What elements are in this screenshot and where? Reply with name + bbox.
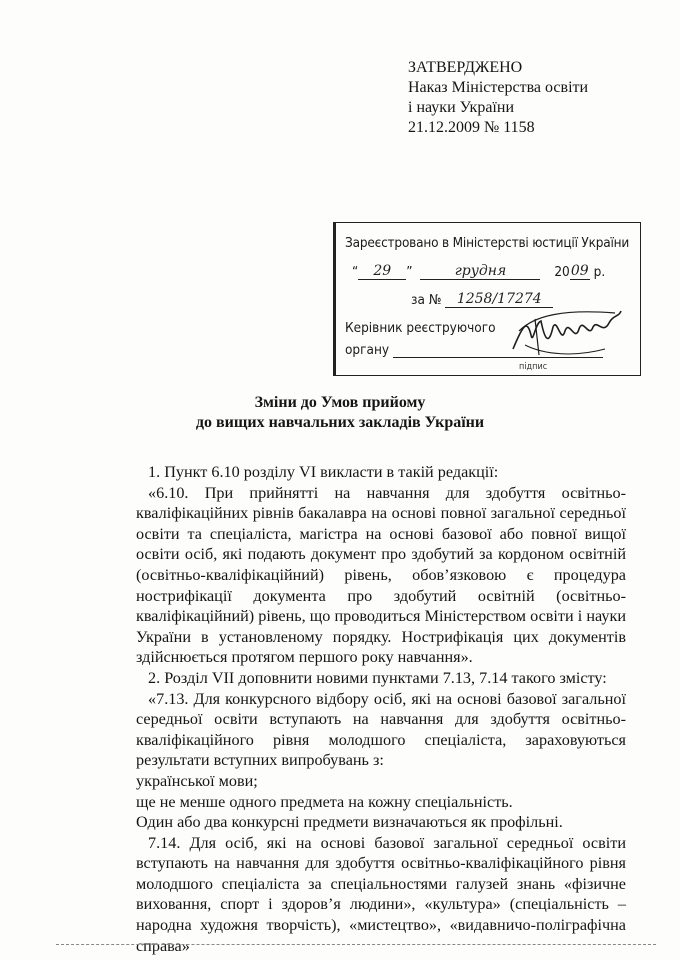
document-body [136,462,626,956]
approval-date-number: 21.12.2009 № 1158 [408,119,535,136]
stamp-head-label: Керівник реєструючого [345,320,496,336]
stamp-date-row [352,263,637,283]
handwritten-signature [505,305,625,365]
paragraph-item-2: 2. Розділ VII доповнити новими пунктами 7.13, 7.14 такого змісту: [148,668,607,687]
stamp-year-unit: р. [593,264,606,280]
paragraph-item-1: 1. Пункт 6.10 розділу VI викласти в такій редакції: [148,463,499,481]
paragraph-7-13: «7.13. Для конкурсного відбору осіб, які на основі базової загальної середньої освіти вступають на навчання для здобуття освітньо-кваліфікаційного рівня молодшого спеціаліста, зараховуються результати вступних випробувань з: [136,689,626,770]
paragraph-profile-subjects: Один або два конкурсні предмети визначаються як профільні. [136,813,563,832]
stamp-number-label: за № [411,292,442,308]
stamp-title: Зареєстровано в Міністерстві юстиції України [345,235,630,251]
list-item-ukrainian: української мови; [136,771,258,790]
stamp-day: 29 [358,263,406,280]
document-title [0,393,680,433]
approval-ministry-line: і науки України [408,99,514,116]
stamp-month: грудня [420,263,540,280]
title-line-1: Зміни до Умов прийому [254,394,426,411]
paragraph-6-10: «6.10. При прийнятті на навчання для здобуття освітньо-кваліфікаційних рівнів бакалавра на основі повної загальної середньої освіти та спеціаліста, магістра на основі базової або повної вищої освіти осіб, які подають документ про здобутий за кордоном освітній (освітньо-кваліфікаційний) рівень, обов’язковою є процедура нострифікації документа про здобутий освітній (освітньо-кваліфікаційний) рівень, що проводиться Міністерством освіти і науки України в установленому порядку. Нострифікація цих документів здійснюється протягом першого року навчання». [136,483,626,667]
scan-edge-line [56,944,656,945]
approval-heading: ЗАТВЕРДЖЕНО [408,59,523,76]
approval-block [408,58,588,138]
stamp-quote-open: “ [352,264,359,280]
title-line-2: до вищих навчальних закладів України [195,414,485,431]
stamp-year-suffix: 09 [570,263,589,279]
stamp-organ-label: органу [345,342,390,358]
stamp-year-prefix: 20 [554,264,570,280]
paragraph-7-14: 7.14. Для осіб, які на основі базової загальної середньої освіти вступають на навчання для здобуття освітньо-кваліфікаційного рівня молодшого спеціаліста за спеціальностями галузей знань «фізичне виховання, спорт і здоров’я людини», «культура» (спеціальність – народна художня творчість), «мистецтво», «видавничо-поліграфічна справа» [136,833,626,955]
list-item-subject: ще не менше одного предмета на кожну спеціальність. [136,792,513,811]
stamp-signature-caption: підпис [519,362,548,372]
stamp-number: 1258/17274 [445,291,553,308]
stamp-quote-close: ” [406,264,413,280]
approval-order-line: Наказ Міністерства освіти [408,79,589,96]
